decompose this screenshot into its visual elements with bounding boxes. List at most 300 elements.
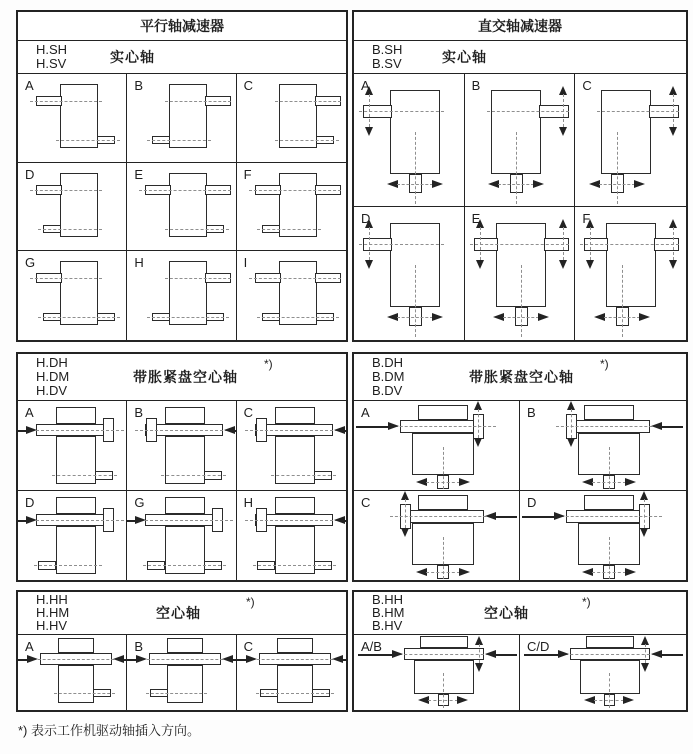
input-axis-line	[597, 111, 679, 112]
gearbox-body	[169, 261, 207, 325]
output-axis-line	[253, 565, 336, 566]
direction-arrow-horizontal-right	[538, 313, 549, 321]
direction-arrow-vertical-down	[641, 663, 649, 672]
position-cell	[354, 207, 465, 340]
position-cell	[575, 207, 686, 340]
gearbox-diagram	[127, 74, 235, 162]
gearbox-body	[56, 526, 96, 574]
input-axis-line	[249, 278, 341, 279]
hollow-axis-line	[556, 516, 662, 517]
direction-arrow-horizontal-right	[623, 696, 634, 704]
insertion-arrow-tail	[662, 426, 683, 428]
gearbox-diagram	[354, 401, 519, 490]
cell-label: D	[527, 494, 537, 510]
insertion-arrow-tail	[343, 659, 346, 661]
direction-arrow-horizontal-right	[457, 696, 468, 704]
direction-arrow-vertical-down	[669, 127, 677, 136]
gearbox-diagram	[354, 491, 519, 581]
housing-cap	[167, 638, 203, 653]
housing-cap	[275, 497, 315, 514]
gearbox-body	[60, 84, 98, 148]
output-axis-line	[257, 229, 321, 230]
position-cell	[18, 635, 127, 710]
direction-arrow-vertical-down	[476, 260, 484, 269]
footnote-mark: *)	[264, 357, 273, 371]
gearbox-body	[279, 84, 317, 148]
gearbox-body	[56, 436, 96, 484]
position-grid	[18, 74, 346, 340]
input-axis-line	[580, 244, 679, 245]
gearbox-diagram	[354, 74, 464, 206]
hollow-axis-line	[245, 430, 343, 431]
position-cell	[465, 207, 576, 340]
shaft-type-label: 实心轴	[110, 49, 155, 65]
direction-arrow-horizontal-right	[459, 478, 470, 486]
insertion-arrow	[485, 650, 496, 658]
gearbox-body	[601, 90, 651, 174]
cell-label: C	[582, 78, 592, 93]
gearbox-body	[277, 665, 313, 703]
output-axis-line	[143, 565, 226, 566]
gearbox-diagram	[237, 74, 346, 162]
hollow-axis-line	[26, 520, 124, 521]
insertion-arrow	[388, 422, 399, 430]
insertion-arrow-tail	[524, 654, 558, 656]
footnote-mark: *)	[246, 595, 255, 609]
cell-label: E	[134, 166, 143, 182]
position-cell	[354, 401, 520, 491]
gearbox-body	[279, 261, 317, 325]
insertion-arrow-tail	[662, 654, 683, 656]
position-cell	[520, 491, 686, 581]
cell-label: H	[134, 255, 144, 271]
direction-arrow-horizontal-line	[498, 184, 534, 185]
output-axis-line	[275, 140, 339, 141]
cell-label: A	[25, 405, 34, 420]
direction-arrow-horizontal-right	[432, 180, 443, 188]
disc-direction-arrow-line	[644, 499, 645, 528]
gearbox-diagram	[520, 401, 686, 490]
model-codes	[372, 593, 405, 632]
gearbox-body	[167, 665, 203, 703]
direction-arrow-horizontal-right	[639, 313, 650, 321]
model-code: B.DV	[372, 383, 403, 398]
model-code: H.HM	[36, 605, 70, 620]
direction-arrow-vertical-down	[586, 260, 594, 269]
footnote: *) 表示工作机驱动轴插入方向。	[18, 723, 201, 738]
output-axis-line	[38, 317, 120, 318]
table-rightangle-hollow	[352, 590, 688, 712]
output-axis-line	[271, 475, 336, 476]
model-code: B.SV	[372, 56, 402, 71]
table-parallel-hollow	[16, 590, 348, 712]
hollow-axis-line	[135, 520, 233, 521]
direction-arrow-vertical-down	[559, 260, 567, 269]
cell-label: H	[243, 494, 254, 510]
gearbox-diagram	[465, 74, 575, 206]
position-cell	[237, 635, 346, 710]
gearbox-diagram	[237, 251, 346, 340]
direction-arrow-horizontal-right	[432, 313, 443, 321]
disc-direction-arrow-down	[401, 528, 409, 537]
output-axis-line	[521, 265, 522, 337]
table-subheader	[354, 41, 686, 74]
direction-arrow-horizontal-line	[503, 317, 539, 318]
gearbox-body	[165, 526, 205, 574]
output-axis-line	[147, 140, 211, 141]
position-cell	[354, 635, 520, 710]
direction-arrow-vertical-down	[559, 127, 567, 136]
output-axis-line	[516, 132, 517, 204]
direction-arrow-vertical-line	[673, 227, 674, 260]
position-grid	[354, 74, 686, 340]
direction-arrow-horizontal-right	[634, 180, 645, 188]
input-axis-line	[359, 111, 444, 112]
output-axis-line	[622, 265, 623, 337]
position-cell	[520, 401, 686, 491]
gearbox-diagram	[575, 74, 686, 206]
direction-arrow-vertical-line	[673, 94, 674, 127]
output-axis-line	[38, 229, 102, 230]
hollow-axis-line	[245, 520, 343, 521]
insertion-arrow	[135, 516, 146, 524]
insertion-arrow-tail	[522, 516, 554, 518]
insertion-arrow	[334, 516, 345, 524]
housing-cap	[584, 405, 634, 420]
model-code: H.DM	[36, 369, 70, 384]
housing-cap	[584, 495, 634, 510]
cell-label: F	[243, 166, 252, 182]
position-cell	[127, 401, 236, 491]
insertion-arrow	[554, 512, 565, 520]
direction-arrow-horizontal-line	[397, 184, 433, 185]
cell-label: D	[361, 211, 371, 226]
position-grid	[18, 635, 346, 710]
cell-label: A	[361, 78, 370, 93]
output-axis-line	[34, 565, 102, 566]
direction-arrow-vertical-down	[365, 260, 373, 269]
input-axis-line	[30, 190, 102, 191]
model-code: B.DM	[372, 369, 405, 384]
table-subheader	[18, 354, 346, 401]
cell-label: I	[243, 255, 248, 271]
position-cell	[18, 491, 127, 581]
gearbox-diagram	[127, 401, 235, 490]
model-codes	[36, 593, 69, 632]
hollow-axis-line	[390, 426, 496, 427]
model-code: B.SH	[372, 42, 403, 57]
direction-arrow-horizontal-right	[625, 478, 636, 486]
cell-label: D	[25, 166, 35, 182]
disc-direction-arrow-line	[478, 409, 479, 438]
output-axis-line	[609, 673, 610, 708]
shaft-type-label: 实心轴	[442, 49, 487, 65]
gearbox-diagram	[127, 635, 235, 710]
input-axis-line	[359, 244, 444, 245]
gearbox-body	[606, 223, 656, 307]
output-axis-line	[256, 693, 334, 694]
position-cell	[354, 491, 520, 581]
hollow-axis-line	[247, 659, 343, 660]
gearbox-body	[414, 660, 474, 694]
output-axis-line	[165, 229, 229, 230]
disc-direction-arrow-line	[405, 499, 406, 528]
cell-label: A	[25, 78, 34, 93]
hollow-axis-line	[135, 430, 233, 431]
insertion-arrow	[222, 655, 233, 663]
gearbox-body	[169, 173, 207, 237]
table-rightangle-solid	[352, 10, 688, 342]
gearbox-body	[275, 526, 315, 574]
cell-label: C	[243, 78, 254, 93]
insertion-arrow	[246, 655, 257, 663]
footnote-mark: *)	[582, 595, 591, 609]
direction-arrow-vertical-down	[669, 260, 677, 269]
direction-arrow-vertical-line	[590, 227, 591, 260]
hollow-axis-line	[137, 659, 233, 660]
insertion-arrow	[26, 426, 37, 434]
shaft-type-label: 空心轴	[484, 605, 529, 621]
gearbox-body	[169, 84, 207, 148]
direction-arrow-horizontal-line	[428, 700, 458, 701]
output-axis-line	[56, 140, 120, 141]
table-subheader	[354, 592, 686, 635]
insertion-arrow-tail	[18, 659, 27, 661]
position-cell	[127, 163, 236, 252]
gearbox-diagram	[520, 491, 686, 581]
gearbox-body	[60, 261, 98, 325]
gearbox-body	[580, 660, 640, 694]
cell-label: B	[471, 78, 481, 93]
position-cell	[127, 74, 236, 163]
direction-arrow-horizontal-line	[397, 317, 433, 318]
input-axis-line	[165, 101, 231, 102]
position-cell	[237, 163, 346, 252]
cell-label: B	[134, 405, 143, 420]
table-subheader	[18, 41, 346, 74]
output-axis-line	[161, 475, 226, 476]
gearbox-diagram	[18, 635, 126, 710]
gearbox-diagram	[354, 207, 464, 340]
direction-arrow-vertical-line	[479, 644, 480, 663]
shaft-type-label: 带胀紧盘空心轴	[469, 369, 574, 385]
gearbox-diagram	[237, 163, 346, 251]
position-cell	[354, 74, 465, 207]
direction-arrow-vertical-line	[563, 94, 564, 127]
cell-label: B	[134, 78, 143, 93]
cell-label: G	[134, 494, 145, 510]
cell-label: C	[243, 639, 254, 654]
disc-direction-arrow-line	[571, 409, 572, 438]
output-axis-line	[52, 475, 117, 476]
insertion-arrow	[136, 655, 147, 663]
model-codes	[372, 43, 402, 71]
direction-arrow-vertical-line	[369, 227, 370, 260]
insertion-arrow	[651, 650, 662, 658]
direction-arrow-horizontal-line	[594, 700, 624, 701]
gearbox-body	[279, 173, 317, 237]
housing-cap	[56, 497, 96, 514]
input-axis-line	[165, 278, 231, 279]
cell-label: A	[25, 639, 34, 654]
model-code: H.SH	[36, 42, 68, 57]
table-rightangle-shrinkdisc	[352, 352, 688, 582]
shaft-type-label: 带胀紧盘空心轴	[133, 369, 238, 385]
model-codes	[36, 356, 69, 398]
position-cell	[237, 401, 346, 491]
cell-label: C	[361, 494, 371, 510]
table-title: 平行轴减速器	[18, 12, 346, 41]
direction-arrow-vertical-down	[365, 127, 373, 136]
insertion-arrow	[392, 650, 403, 658]
insertion-arrow	[224, 426, 235, 434]
model-code: H.DH	[36, 355, 68, 370]
position-cell	[18, 74, 127, 163]
position-grid	[354, 635, 686, 710]
model-code: B.HH	[372, 592, 404, 607]
cell-label: A/B	[361, 639, 382, 654]
position-cell	[127, 251, 236, 340]
model-code: B.HM	[372, 605, 405, 620]
insertion-arrow-tail	[345, 520, 346, 522]
cell-label: E	[471, 211, 481, 226]
model-code: H.SV	[36, 56, 67, 71]
direction-arrow-horizontal-line	[426, 482, 460, 483]
housing-cap	[275, 407, 315, 424]
insertion-arrow-tail	[496, 516, 517, 518]
insertion-arrow-tail	[496, 654, 517, 656]
insertion-arrow-tail	[358, 654, 392, 656]
model-code: H.HV	[36, 618, 68, 633]
output-axis-line	[54, 693, 115, 694]
input-axis-line	[249, 190, 341, 191]
housing-cap	[56, 407, 96, 424]
hollow-axis-line	[26, 430, 124, 431]
position-cell	[575, 74, 686, 207]
model-code: H.HH	[36, 592, 68, 607]
output-axis-line	[617, 132, 618, 204]
output-axis-line	[257, 317, 339, 318]
table-subheader	[354, 354, 686, 401]
table-subheader	[18, 592, 346, 635]
direction-arrow-horizontal-right	[459, 568, 470, 576]
position-cell	[18, 163, 127, 252]
cell-label: D	[25, 494, 35, 510]
input-axis-line	[487, 111, 569, 112]
model-code: B.HV	[372, 618, 403, 633]
model-codes	[36, 43, 67, 71]
table-parallel-shrinkdisc	[16, 352, 348, 582]
cell-label: F	[582, 211, 591, 226]
position-cell	[127, 491, 236, 581]
direction-arrow-vertical-line	[369, 94, 370, 127]
cell-label: B	[134, 639, 143, 654]
output-axis-line	[415, 132, 416, 204]
position-cell	[237, 251, 346, 340]
gearbox-diagram	[18, 401, 126, 490]
insertion-arrow-tail	[237, 659, 246, 661]
gearbox-diagram	[575, 207, 686, 340]
model-code: B.DH	[372, 355, 404, 370]
disc-direction-arrow-down	[567, 438, 575, 447]
housing-cap	[165, 497, 205, 514]
insertion-arrow	[113, 655, 124, 663]
housing-cap	[58, 638, 94, 653]
gearbox-body	[275, 436, 315, 484]
direction-arrow-horizontal-line	[592, 572, 626, 573]
output-axis-line	[443, 673, 444, 708]
position-grid	[18, 401, 346, 580]
insertion-arrow	[27, 655, 38, 663]
output-axis-line	[146, 693, 207, 694]
insertion-arrow	[332, 655, 343, 663]
direction-arrow-horizontal-line	[592, 482, 626, 483]
model-codes	[372, 356, 405, 398]
disc-direction-arrow-down	[640, 528, 648, 537]
model-code: H.DV	[36, 383, 68, 398]
input-axis-line	[139, 190, 231, 191]
cell-label: G	[25, 255, 36, 271]
table-title: 直交轴减速器	[354, 12, 686, 41]
gearbox-diagram	[127, 163, 235, 251]
direction-arrow-vertical-down	[475, 663, 483, 672]
position-cell	[18, 401, 127, 491]
housing-cap	[165, 407, 205, 424]
insertion-arrow-tail	[18, 430, 26, 432]
shaft-type-label: 空心轴	[156, 605, 201, 621]
gearbox-body	[165, 436, 205, 484]
position-cell	[127, 635, 236, 710]
insertion-arrow	[334, 426, 345, 434]
position-cell	[520, 635, 686, 710]
input-axis-line	[470, 244, 569, 245]
gearbox-diagram	[237, 635, 346, 710]
housing-cap	[418, 405, 468, 420]
direction-arrow-horizontal-right	[533, 180, 544, 188]
position-cell	[465, 74, 576, 207]
insertion-arrow-tail	[356, 426, 388, 428]
insertion-arrow	[485, 512, 496, 520]
position-grid	[354, 401, 686, 580]
input-axis-line	[30, 101, 102, 102]
position-cell	[237, 491, 346, 581]
cell-label: A	[361, 405, 370, 420]
direction-arrow-horizontal-line	[599, 184, 635, 185]
gearbox-body	[60, 173, 98, 237]
direction-arrow-horizontal-line	[604, 317, 640, 318]
hollow-axis-line	[28, 659, 124, 660]
position-cell	[18, 251, 127, 340]
direction-arrow-vertical-line	[480, 227, 481, 260]
insertion-arrow	[558, 650, 569, 658]
direction-arrow-vertical-line	[645, 644, 646, 663]
input-axis-line	[30, 278, 102, 279]
gearbox-body	[58, 665, 94, 703]
output-axis-line	[415, 265, 416, 337]
cell-label: C	[243, 405, 254, 420]
insertion-arrow	[651, 422, 662, 430]
footnote-mark: *)	[600, 357, 609, 371]
insertion-arrow-tail	[127, 659, 136, 661]
output-axis-line	[147, 317, 229, 318]
housing-cap	[418, 495, 468, 510]
gearbox-diagram	[237, 401, 346, 490]
direction-arrow-horizontal-right	[625, 568, 636, 576]
housing-cap	[420, 636, 468, 648]
direction-arrow-vertical-line	[563, 227, 564, 260]
disc-direction-arrow-down	[474, 438, 482, 447]
table-parallel-solid	[16, 10, 348, 342]
